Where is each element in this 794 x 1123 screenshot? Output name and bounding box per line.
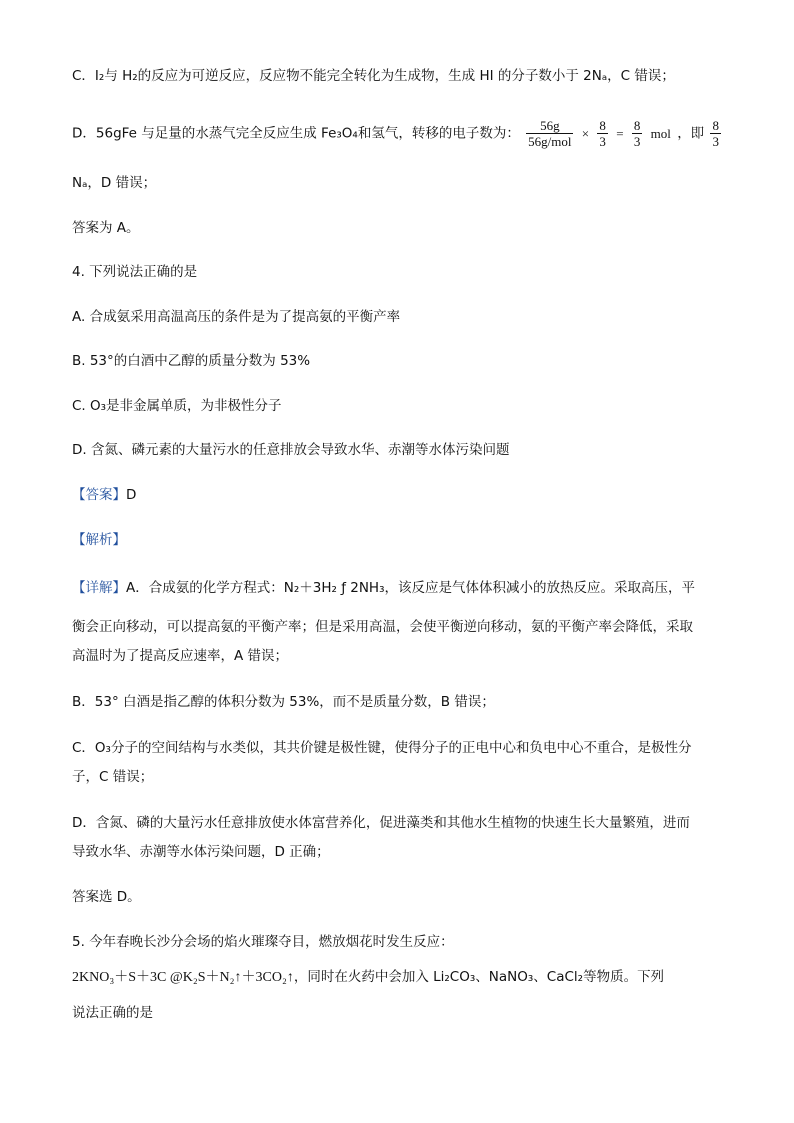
fraction-eight-thirds-final [710, 118, 721, 149]
answer-q4: 答案选 D。 [72, 889, 141, 905]
question-4-stem: 4. 下列说法正确的是 [72, 264, 198, 280]
fraction-denominator: 3 [599, 134, 606, 149]
detail-a-line-1 [72, 578, 695, 598]
question-4-option-b: B. 53°的白酒中乙醇的质量分数为 53% [72, 353, 311, 369]
question-5-stem: 5. 今年春晚长沙分会场的焰火璀璨夺目，燃放烟花时发生反应： [72, 934, 454, 950]
fraction-numerator: 8 [712, 118, 719, 133]
detail-c-line-2: 子，C 错误； [72, 769, 154, 785]
separator-text: ，即 [677, 125, 705, 142]
detail-d-line-2: 导致水华、赤潮等水体污染问题，D 正确； [72, 844, 330, 860]
question-4-option-a: A. 合成氨采用高温高压的条件是为了提高氨的平衡产率 [72, 309, 401, 325]
answer-value: D [126, 487, 137, 503]
fraction-mass-over-molar [526, 118, 573, 149]
line-c-prev: C．I₂与 H₂的反应为可逆反应，反应物不能完全转化为生成物，生成 HI 的分子数小于 2Nₐ，C 错误； [72, 68, 675, 84]
line-d-prev-text: D．56gFe 与足量的水蒸气完全反应生成 Fe₃O₄和氢气，转移的电子数为： [72, 125, 520, 142]
fraction-denominator: 3 [712, 134, 719, 149]
fraction-eight-thirds [597, 118, 608, 149]
times-sign: × [581, 125, 590, 141]
question-5-equation-line [72, 967, 664, 988]
detail-a-text: A．合成氨的化学方程式：N₂＋3H₂ ƒ 2NH₃，该反应是气体体积减小的放热反应。采取高压，平 [126, 580, 695, 596]
detail-a-line-2: 衡会正向移动，可以提高氨的平衡产率；但是采用高温，会使平衡逆向移动，氨的平衡产率会降低，采取 [72, 619, 693, 635]
fraction-denominator: 3 [633, 134, 641, 149]
fraction-eight-thirds-result [632, 118, 643, 149]
line-d-prev [72, 118, 723, 149]
answer-label: 【答案】 [72, 487, 126, 503]
equals-sign: = [616, 125, 624, 141]
line-d-prev-cont: Nₐ，D 错误； [72, 175, 157, 191]
unit-mol: mol [650, 125, 671, 141]
question-5-cont: 说法正确的是 [72, 1005, 153, 1021]
detail-a-line-3: 高温时为了提高反应速率，A 错误； [72, 648, 289, 664]
answer-line [72, 485, 136, 505]
question-5-equation-tail: ，同时在火药中会加入 Li₂CO₃、NaNO₃、CaCl₂等物质。下列 [293, 969, 665, 985]
detail-b: B．53° 白酒是指乙醇的体积分数为 53%，而不是质量分数，B 错误； [72, 694, 495, 710]
fraction-numerator: 8 [599, 118, 606, 133]
fraction-numerator: 8 [633, 118, 641, 133]
analysis-label: 【解析】 [72, 532, 126, 548]
question-4-option-d: D. 含氮、磷元素的大量污水的任意排放会导致水华、赤潮等水体污染问题 [72, 442, 510, 458]
fraction-numerator: 56g [526, 118, 573, 134]
fraction-denominator: 56g/mol [528, 134, 572, 149]
question-4-option-c: C. O₃是非金属单质，为非极性分子 [72, 398, 282, 414]
answer-prev: 答案为 A。 [72, 220, 140, 236]
reaction-equation: 2KNO₃＋S＋3C @K₂S＋N₂↑＋3CO₂↑ [72, 970, 294, 985]
detail-c-line-1: C．O₃分子的空间结构与水类似，其共价键是极性键，使得分子的正电中心和负电中心不重合，是极性分 [72, 740, 692, 756]
detail-d-line-1: D．含氮、磷的大量污水任意排放使水体富营养化，促进藻类和其他水生植物的快速生长大量繁殖，进而 [72, 815, 690, 831]
detail-label: 【详解】 [72, 580, 126, 596]
